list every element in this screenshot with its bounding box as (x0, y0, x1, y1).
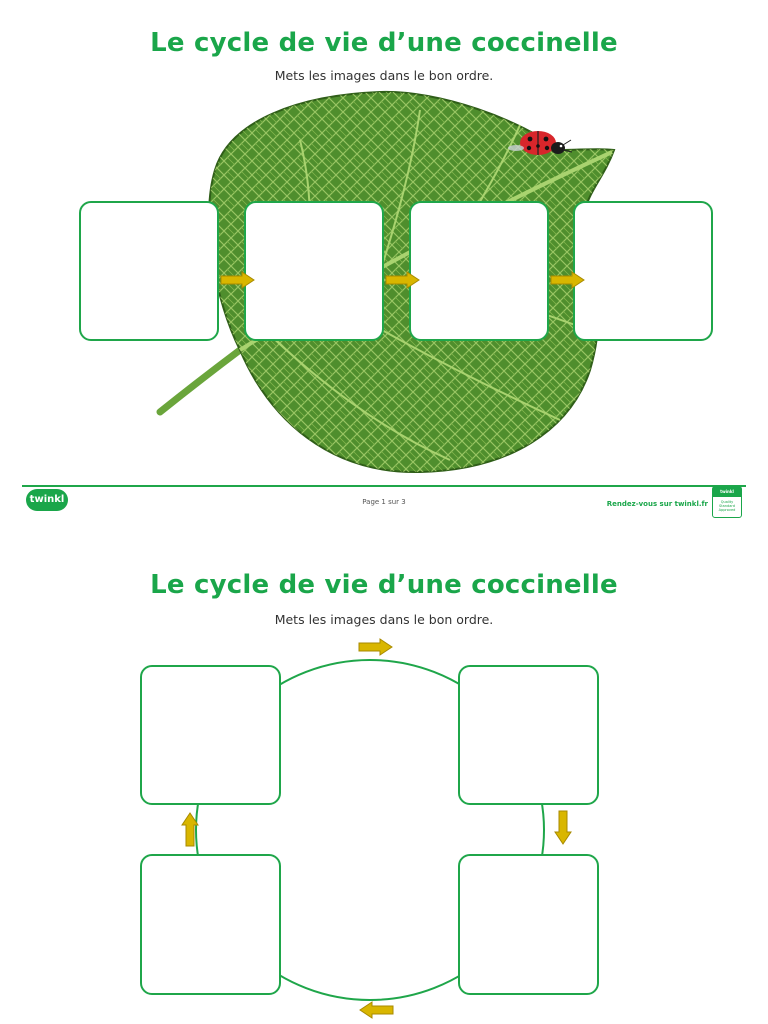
badge-logo: twinkl (713, 487, 741, 497)
badge-text: Quality Standard Approved (718, 500, 736, 512)
cycle-box-top-left[interactable] (140, 665, 281, 805)
website-link[interactable]: Rendez-vous sur twinkl.fr (606, 500, 708, 508)
cycle-box-bottom-right[interactable] (458, 854, 599, 995)
instructions-2: Mets les images dans le bon ordre. (274, 612, 494, 627)
arrow-left-icon (358, 1001, 394, 1019)
arrow-up-icon (181, 811, 199, 847)
twinkl-logo: twinkl (26, 489, 68, 511)
page-number: Page 1 sur 3 (362, 498, 406, 506)
arrow-right-icon (358, 638, 394, 656)
instructions: Mets les images dans le bon ordre. (274, 68, 494, 83)
cycle-box-top-right[interactable] (458, 665, 599, 805)
page-title-2: Le cycle de vie d’une coccinelle (150, 570, 618, 600)
page-title: Le cycle de vie d’une coccinelle (150, 28, 618, 58)
arrow-down-icon (554, 810, 572, 846)
cycle-box-bottom-left[interactable] (140, 854, 281, 995)
